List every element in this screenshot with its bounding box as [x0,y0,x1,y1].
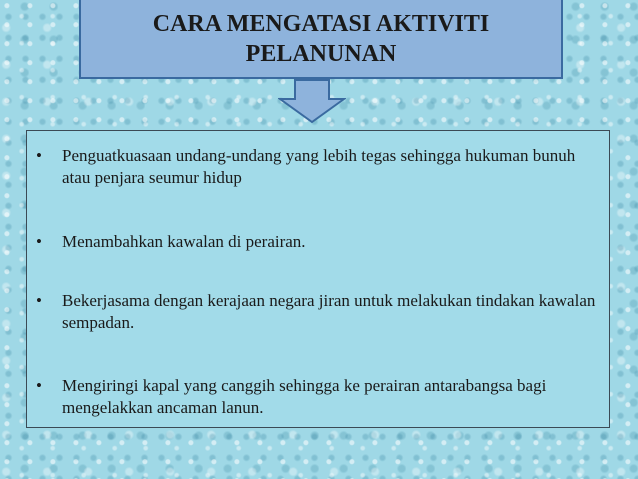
list-item [36,290,596,334]
list-item-text: Menambahkan kawalan di perairan. [62,232,306,251]
list-item-text: Bekerjasama dengan kerajaan negara jiran untuk melakukan tindakan kawalan sempadan. [62,291,596,332]
title-box [79,0,563,79]
bullet-dot: • [36,232,42,251]
list-item-text: Mengiringi kapal yang canggih sehingga ke perairan antarabangsa bagi mengelakkan ancaman lanun. [62,376,547,417]
title-line-2: PELANUNAN [245,40,397,67]
list-item [36,145,596,189]
bullet-dot: • [36,146,42,165]
list-item [36,375,596,419]
down-arrow-icon [278,79,346,123]
list-item [36,231,596,253]
list-item-text: Penguatkuasaan undang-undang yang lebih tegas sehingga hukuman bunuh atau penjara seumur hidup [62,146,576,187]
title-line-1: CARA MENGATASI AKTIVITI [152,10,490,37]
bullet-dot: • [36,376,42,395]
bullet-dot: • [36,291,42,310]
